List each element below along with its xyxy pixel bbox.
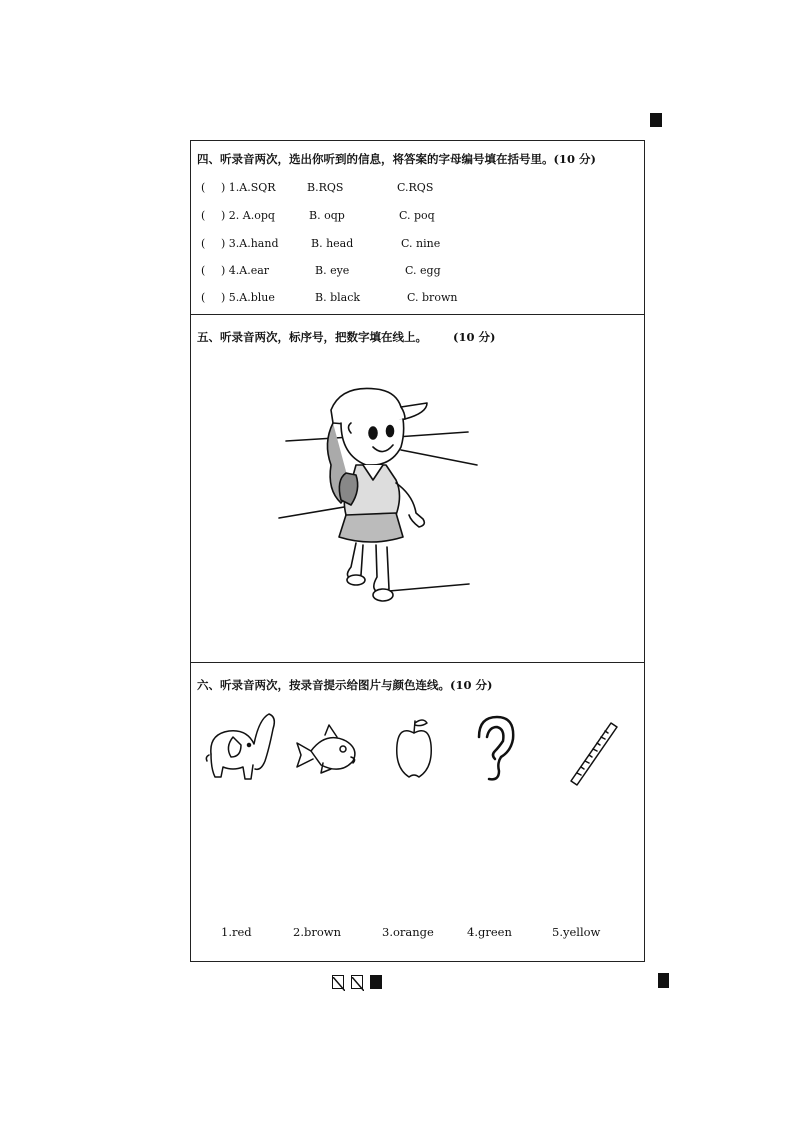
- option-a: ) 2. A.opq: [221, 209, 275, 222]
- bottom-registration-marks: [332, 975, 392, 991]
- section-5: [191, 315, 644, 663]
- apple-icon[interactable]: [389, 713, 439, 793]
- color-label-brown[interactable]: 2.brown: [293, 925, 342, 939]
- option-b: B. eye: [315, 264, 350, 277]
- option-c: C. nine: [401, 237, 441, 250]
- color-label-red[interactable]: 1.red: [221, 925, 252, 939]
- section-6-title: 六、听录音两次，按录音提示给图片与颜色连线。(10 分): [197, 678, 493, 692]
- question-row-2: [201, 209, 641, 229]
- hatched-box-mark: [351, 975, 363, 989]
- answer-paren: (: [201, 291, 206, 304]
- answer-blank[interactable]: [207, 291, 219, 305]
- answer-blank[interactable]: [207, 209, 219, 223]
- option-b: B. oqp: [309, 209, 345, 222]
- answer-blank[interactable]: [207, 237, 219, 251]
- ruler-icon[interactable]: [563, 715, 623, 795]
- option-a: ) 4.A.ear: [221, 264, 270, 277]
- label-line-eye[interactable]: [396, 432, 468, 437]
- answer-paren: (: [201, 209, 206, 222]
- section-6: [191, 663, 644, 961]
- hatched-box-mark: [332, 975, 344, 989]
- option-a: ) 5.A.blue: [221, 291, 275, 304]
- color-label-yellow[interactable]: 5.yellow: [552, 925, 601, 939]
- section-5-instruction: 五、听录音两次，标序号，把数字填在线上。: [197, 330, 427, 344]
- color-label-orange[interactable]: 3.orange: [382, 925, 434, 939]
- label-line-foot[interactable]: [389, 584, 469, 591]
- option-b: B. black: [315, 291, 361, 304]
- option-a: ) 3.A.hand: [221, 237, 279, 250]
- answer-paren: (: [201, 181, 206, 194]
- option-b: B. head: [311, 237, 354, 250]
- option-c: C. egg: [405, 264, 441, 277]
- label-line-hair[interactable]: [286, 437, 351, 441]
- fish-icon[interactable]: [291, 713, 371, 793]
- option-c: C. brown: [407, 291, 458, 304]
- answer-blank[interactable]: [207, 264, 219, 278]
- option-a: ) 1.A.SQR: [221, 181, 276, 194]
- section-4-title: 四、听录音两次，选出你听到的信息，将答案的字母编号填在括号里。(10 分): [197, 152, 596, 166]
- question-row-5: [201, 291, 641, 311]
- answer-blank[interactable]: [207, 181, 219, 195]
- registration-mark-bottom-right: [658, 973, 669, 988]
- girl-with-cap-illustration: [191, 315, 646, 663]
- ear-icon[interactable]: [467, 709, 527, 789]
- question-row-4: [201, 264, 641, 284]
- option-c: C.RQS: [397, 181, 434, 194]
- option-b: B.RQS: [307, 181, 344, 194]
- answer-paren: (: [201, 237, 206, 250]
- solid-box-mark: [370, 975, 382, 989]
- color-label-green[interactable]: 4.green: [467, 925, 512, 939]
- section-4: [191, 141, 644, 315]
- label-line-mouth[interactable]: [401, 450, 477, 465]
- question-row-3: [201, 237, 641, 257]
- section-5-score: (10 分): [453, 330, 496, 344]
- elephant-icon[interactable]: [199, 699, 279, 799]
- registration-mark-top-right: [650, 113, 662, 127]
- option-c: C. poq: [399, 209, 435, 222]
- exam-sheet: [190, 140, 645, 962]
- answer-paren: (: [201, 264, 206, 277]
- question-row-1: [201, 181, 641, 201]
